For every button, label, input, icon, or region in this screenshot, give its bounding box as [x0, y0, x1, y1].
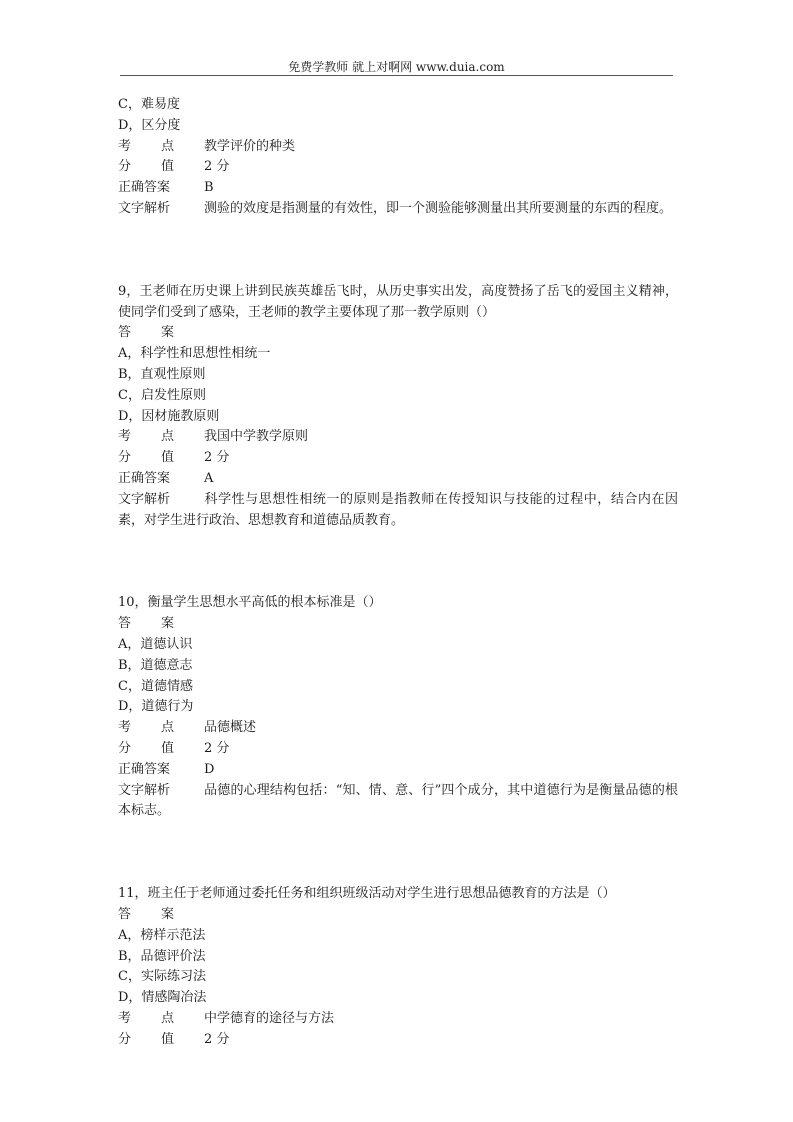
score-value: 2 分: [204, 740, 230, 756]
option-a: A，榜样示范法: [118, 927, 206, 943]
exam-point-label: 考 点: [118, 429, 174, 445]
spacer: [118, 531, 678, 593]
analysis-text: 科学性与思想性相统一的原则是指教师在传授知识与技能的过程中，结合内在因素，对学生进行政治、思想教育和道德品质教育。: [118, 491, 678, 528]
score-label: 分 值: [118, 740, 174, 756]
exam-point-row: [118, 137, 678, 158]
option-a: A，道德认识: [118, 636, 193, 652]
score-label: 分 值: [118, 159, 174, 175]
correct-answer-row: [118, 178, 678, 199]
option-c: C，启发性原则: [118, 387, 206, 403]
question-text: 11，班主任于老师通过委托任务和组织班级活动对学生进行思想品德教育的方法是（）: [118, 886, 616, 902]
option-b: B，道德意志: [118, 657, 193, 673]
exam-point-value: 中学德育的途径与方法: [204, 1010, 335, 1026]
analysis-text: 测验的效度是指测量的有效性，即一个测验能够测量出其所要测量的东西的程度。: [204, 200, 673, 216]
option-d: D，情感陶冶法: [118, 990, 207, 1006]
score-row: [118, 1030, 678, 1051]
analysis-row: [118, 199, 678, 220]
option-d: D，因材施教原则: [118, 408, 220, 424]
exam-point-row: [118, 1009, 678, 1030]
correct-answer-label: 正确答案: [118, 180, 171, 196]
question-9: [118, 282, 678, 532]
question-11: [118, 884, 678, 1050]
score-row: [118, 157, 678, 178]
spacer: [118, 822, 678, 884]
option-d: D，道德行为: [118, 699, 194, 715]
page-header: 免费学教师 就上对啊网 www.duia.com: [288, 60, 505, 74]
score-value: 2 分: [204, 450, 230, 466]
correct-answer-label: 正确答案: [118, 470, 171, 486]
spacer: [118, 220, 678, 282]
document-body: [118, 95, 678, 1050]
correct-answer-value: A: [204, 470, 214, 486]
exam-point-row: [118, 718, 678, 739]
score-label: 分 值: [118, 1031, 174, 1047]
analysis-label: 文字解析: [118, 200, 171, 216]
option-c: C，道德情感: [118, 678, 193, 694]
option-b: B，直观性原则: [118, 366, 206, 382]
question-text: 10，衡量学生思想水平高低的根本标准是（）: [118, 595, 382, 611]
correct-answer-label: 正确答案: [118, 761, 171, 777]
correct-answer-row: [118, 469, 678, 490]
question-text: 9，王老师在历史课上讲到民族英雄岳飞时，从历史事实出发，高度赞扬了岳飞的爱国主义精神，使同学们受到了感染，王老师的教学主要体现了那一教学原则（）: [118, 283, 678, 320]
option-c: C，实际练习法: [118, 969, 206, 985]
score-value: 2 分: [204, 159, 230, 175]
exam-point-label: 考 点: [118, 138, 174, 154]
option-a: A，科学性和思想性相统一: [118, 346, 271, 362]
header-divider: [120, 75, 673, 76]
question-10: [118, 593, 678, 822]
score-row: [118, 448, 678, 469]
exam-point-row: [118, 427, 678, 448]
answer-heading: 答 案: [118, 616, 174, 632]
exam-point-label: 考 点: [118, 720, 174, 736]
exam-point-value: 教学评价的种类: [204, 138, 296, 154]
option-b: B，品德评价法: [118, 948, 206, 964]
question-8-tail: [118, 95, 678, 220]
exam-point-value: 品德概述: [204, 720, 257, 736]
score-label: 分 值: [118, 450, 174, 466]
analysis-label: 文字解析: [118, 491, 171, 507]
correct-answer-value: D: [204, 761, 215, 777]
analysis-row: [118, 490, 678, 532]
correct-answer-row: [118, 760, 678, 781]
exam-point-value: 我国中学教学原则: [204, 429, 309, 445]
score-value: 2 分: [204, 1031, 230, 1047]
option-c: C，难易度: [118, 97, 180, 112]
analysis-text: 品德的心理结构包括：“知、情、意、行”四个成分，其中道德行为是衡量品德的根本标志。: [118, 782, 678, 819]
answer-heading: 答 案: [118, 325, 174, 341]
score-row: [118, 739, 678, 760]
analysis-row: [118, 781, 678, 823]
correct-answer-value: B: [204, 180, 214, 196]
answer-heading: 答 案: [118, 906, 174, 922]
option-d: D，区分度: [118, 117, 181, 133]
analysis-label: 文字解析: [118, 782, 171, 798]
exam-point-label: 考 点: [118, 1010, 174, 1026]
